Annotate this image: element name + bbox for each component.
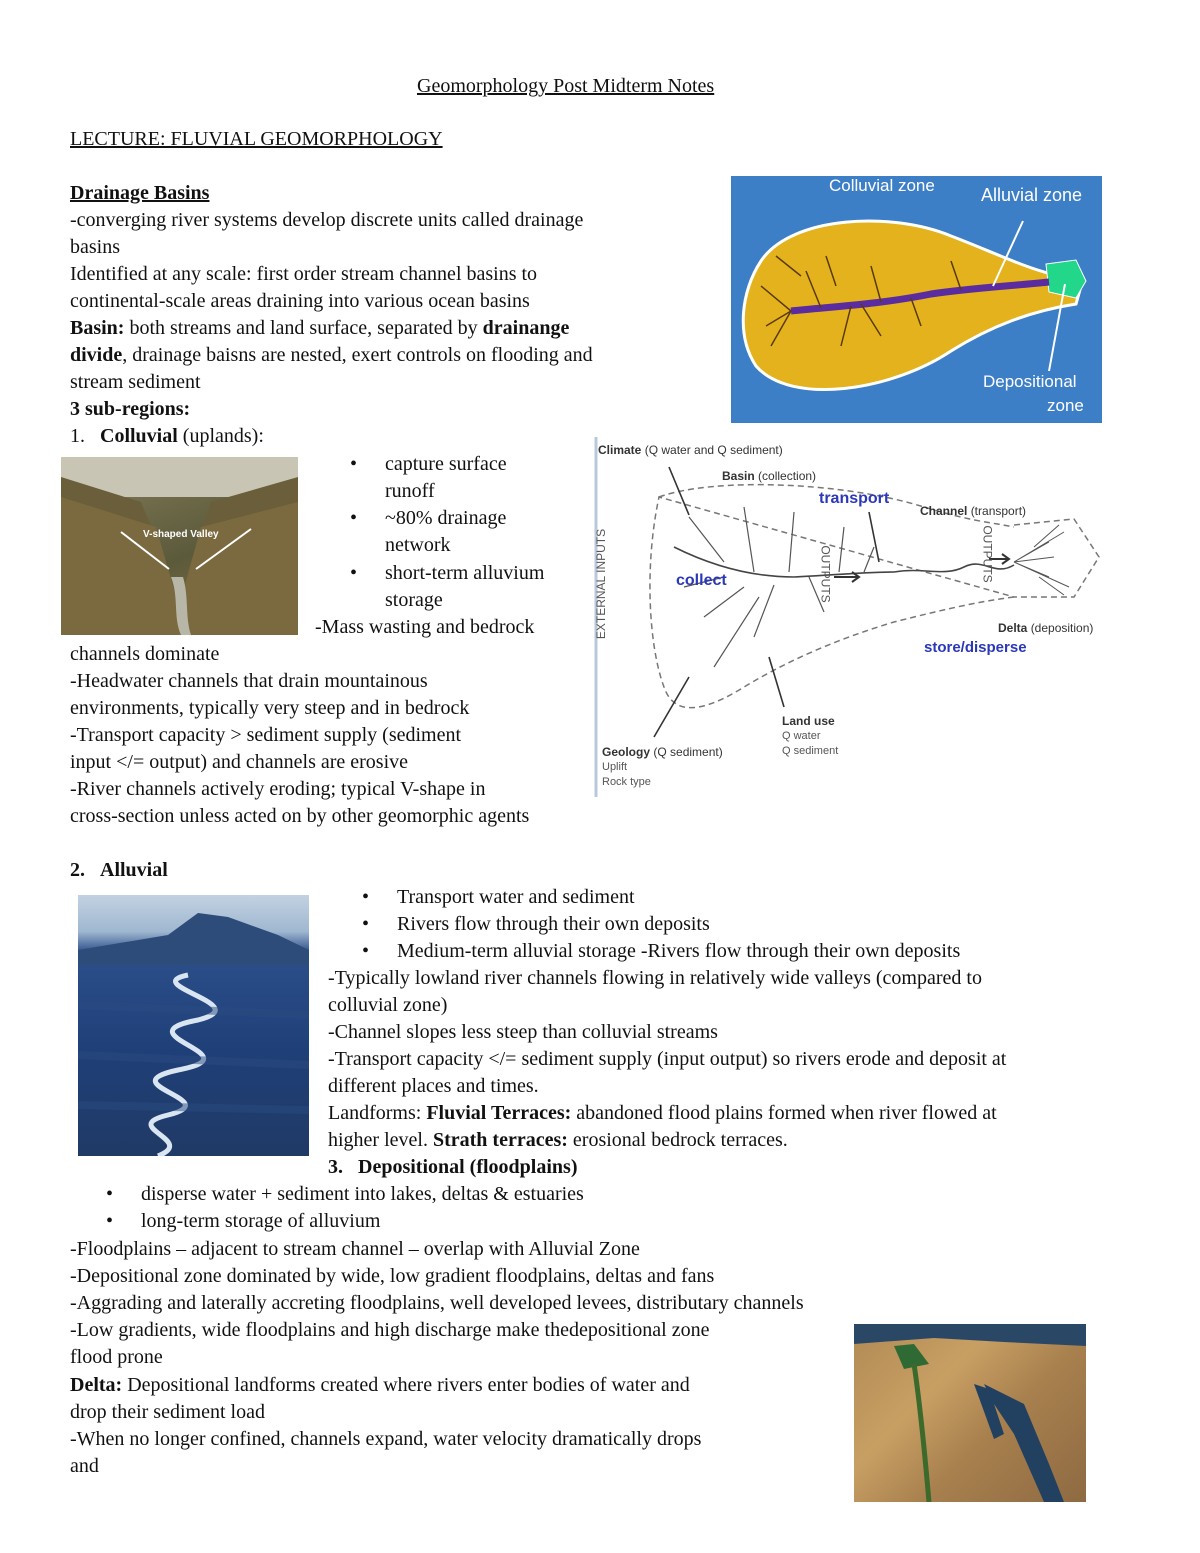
text-line: different places and times. (328, 1075, 539, 1097)
alluvial-zone-label: Alluvial zone (981, 185, 1083, 205)
list-item: • disperse water + sediment into lakes, deltas & estuaries (141, 1181, 584, 1208)
depositional-zone-label: Depositional (983, 372, 1077, 391)
term: Basin: (70, 317, 125, 339)
term: Channel (920, 504, 968, 518)
text: (Q water and Q sediment) (644, 443, 783, 457)
text-line: -Mass wasting and bedrock (315, 616, 535, 638)
text: (collection) (758, 469, 817, 483)
text-line: -Channel slopes less steep than colluvial streams (328, 1021, 718, 1043)
list-number: 3. (328, 1156, 343, 1178)
text-line: -Floodplains – adjacent to stream channel – overlap with Alluvial Zone (70, 1238, 640, 1260)
term: Alluvial (100, 859, 168, 881)
list-number: 2. (70, 859, 85, 881)
text: both streams and land surface, separated by (124, 317, 483, 339)
fluvial-system-diagram (594, 437, 1110, 797)
outputs-label-2: OUTPUTS (980, 525, 995, 583)
transport-label: transport (819, 490, 890, 507)
term: Strath terraces: (432, 1129, 568, 1151)
delta-definition (70, 1372, 690, 1399)
collect-label: collect (676, 572, 727, 589)
term: Geology (602, 745, 651, 759)
term: drainange (482, 317, 570, 339)
text: Landforms: (328, 1102, 427, 1124)
valley-label: V-shaped Valley (143, 529, 219, 540)
depositional-heading (328, 1154, 577, 1181)
channel-label (920, 504, 1026, 518)
basin-zones-figure (731, 176, 1102, 423)
text-line: -Typically lowland river channels flowing in relatively wide valleys (compared to (328, 967, 982, 989)
text-line: -When no longer confined, channels expand, water velocity dramatically drops (70, 1428, 702, 1450)
satellite-illustration (854, 1324, 1086, 1502)
basin-definition (70, 315, 569, 342)
uplift-label: Uplift (602, 761, 628, 773)
strath-line (328, 1127, 788, 1154)
meander-illustration (78, 895, 309, 1156)
text-line: environments, typically very steep and in bedrock (70, 697, 470, 719)
outputs-label: OUTPUTS (818, 545, 833, 603)
text: (deposition) (1030, 621, 1094, 635)
term: Depositional (floodplains) (358, 1156, 578, 1178)
text-line: channels dominate (70, 643, 220, 665)
list-item-cont: runoff (385, 480, 435, 502)
text: Depositional landforms created where rivers enter bodies of water and (122, 1374, 690, 1396)
list-item: • capture surface (385, 451, 507, 478)
text-line: -Low gradients, wide floodplains and high discharge make thedepositional zone (70, 1319, 710, 1341)
text: higher level. (328, 1129, 433, 1151)
text-line: colluvial zone) (328, 994, 448, 1016)
text: (transport) (970, 504, 1027, 518)
text-line: Identified at any scale: first order stream channel basins to (70, 263, 538, 285)
alluvial-heading (70, 857, 168, 884)
text-line: flood prone (70, 1346, 163, 1368)
text: (uplands): (177, 425, 264, 447)
geology-label (602, 745, 723, 759)
list-number: 1. (70, 425, 85, 447)
text: abandoned flood plains formed when river flowed at (571, 1102, 997, 1124)
list-item: • ~80% drainage (385, 505, 506, 532)
basin-definition-cont (70, 342, 593, 369)
term: Delta (998, 621, 1028, 635)
text-line: -Transport capacity > sediment supply (sediment (70, 724, 462, 746)
list-item-cont: network (385, 534, 451, 556)
text-line: -Headwater channels that drain mountainous (70, 670, 428, 692)
q-water-label: Q water (782, 730, 821, 742)
text-line: stream sediment (70, 371, 201, 393)
list-item-cont: storage (385, 589, 443, 611)
term: Delta: (70, 1374, 123, 1396)
text-line: input </= output) and channels are erosive (70, 751, 409, 773)
text: , drainage baisns are nested, exert controls on flooding and (122, 344, 593, 366)
external-inputs-label: EXTERNAL INPUTS (594, 528, 609, 640)
term: Climate (598, 443, 642, 457)
term: Basin (722, 469, 755, 483)
text-line: -River channels actively eroding; typical V-shape in (70, 778, 486, 800)
term: Colluvial (100, 425, 178, 447)
basin-label (722, 469, 816, 483)
text-line: cross-section unless acted on by other geomorphic agents (70, 805, 530, 827)
landforms-line (328, 1100, 997, 1127)
text-line: continental-scale areas draining into various ocean basins (70, 290, 530, 312)
text-line: -Aggrading and laterally accreting floodplains, well developed levees, distributary channels (70, 1292, 804, 1314)
term: Fluvial Terraces: (426, 1102, 572, 1124)
subregions-heading: 3 sub-regions: (70, 398, 191, 420)
store-disperse-label: store/disperse (924, 639, 1027, 656)
text: (Q sediment) (653, 745, 723, 759)
text-line: and (70, 1455, 99, 1477)
text-line: basins (70, 236, 120, 258)
q-sediment-label: Q sediment (782, 745, 839, 757)
depositional-zone-label-2: zone (1047, 396, 1084, 415)
list-item: • long-term storage of alluvium (141, 1208, 380, 1235)
text: erosional bedrock terraces. (567, 1129, 788, 1151)
section-heading-drainage: Drainage Basins (70, 182, 210, 204)
text-line: -converging river systems develop discrete units called drainage (70, 209, 584, 231)
land-use-label: Land use (782, 714, 835, 728)
list-item: • Transport water and sediment (397, 884, 635, 911)
page-title: Geomorphology Post Midterm Notes (417, 75, 715, 97)
v-shaped-valley-photo (61, 457, 298, 635)
colluvial-heading (70, 423, 264, 450)
list-item: • Medium-term alluvial storage -Rivers flow through their own deposits (397, 938, 960, 965)
text-line: -Depositional zone dominated by wide, low gradient floodplains, deltas and fans (70, 1265, 715, 1287)
text-line: drop their sediment load (70, 1401, 265, 1423)
nile-delta-satellite-photo (854, 1324, 1086, 1502)
meandering-river-photo (78, 895, 309, 1156)
valley-illustration (61, 457, 298, 635)
text-line: -Transport capacity </= sediment supply (input output) so rivers erode and deposit at (328, 1048, 1007, 1070)
lecture-heading: LECTURE: FLUVIAL GEOMORPHOLOGY (70, 128, 443, 150)
climate-label (598, 443, 783, 457)
list-item: • short-term alluvium (385, 560, 544, 587)
term: divide (70, 344, 123, 366)
colluvial-zone-label: Colluvial zone (829, 176, 935, 195)
list-item: • Rivers flow through their own deposits (397, 911, 710, 938)
rock-type-label: Rock type (602, 776, 651, 788)
delta-label (998, 621, 1093, 635)
